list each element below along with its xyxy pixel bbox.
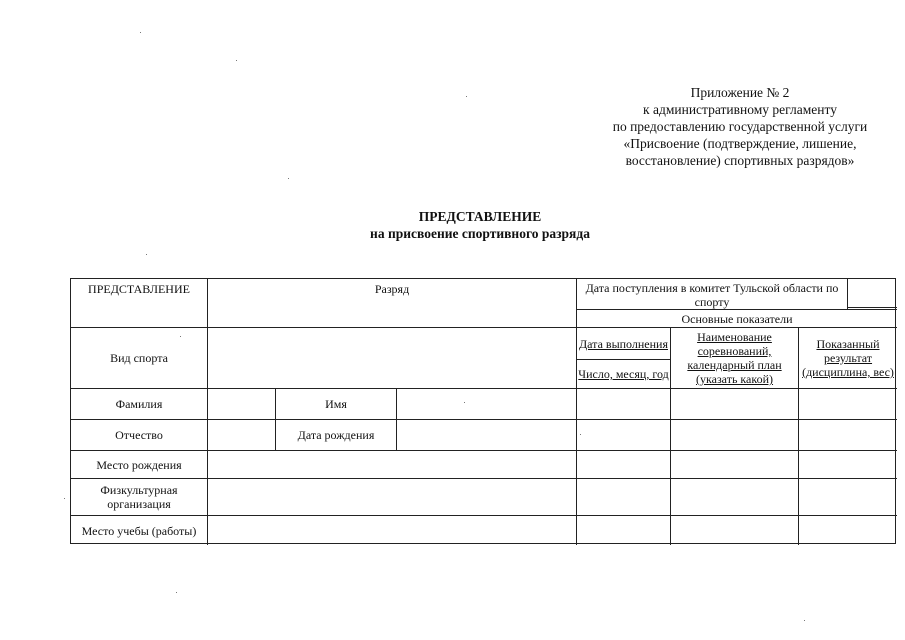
birth-place-label: Место рождения [96,457,182,472]
study-place-field[interactable] [208,516,576,545]
appendix-line: Приложение № 2 [690,85,790,100]
birth-date-field[interactable] [397,420,576,450]
result-label: Показанный результат (дисциплина, вес) [802,337,894,379]
header-label: ПРЕДСТАВЛЕНИЕ [88,282,190,296]
birth-place-label-cell [71,451,207,478]
performance-date-cell [577,328,670,359]
rank-cell[interactable] [208,279,576,312]
performance-date-format-cell [577,360,670,388]
name-field[interactable] [397,389,576,419]
sports-org-label-cell [71,479,207,515]
performance-date-label: Дата выполнения [578,336,668,351]
scan-speck [140,32,141,33]
birth-date-label: Дата рождения [297,428,375,442]
performance-date-format: Число, месяц, год [578,367,669,381]
scan-speck [580,434,581,435]
birth-date-label-cell [276,420,396,450]
name-label: Имя [325,397,347,411]
scan-speck [804,620,805,621]
surname-label: Фамилия [115,397,163,411]
document-title [0,208,905,242]
main-indicators-cell [577,310,897,327]
sports-org-label: Физкультурная организация [100,483,178,511]
appendix-line: восстановление) спортивных разрядов» [625,153,855,168]
sport-label-cell [71,328,207,388]
appendix-line: по предоставлению государственной услуги [612,119,868,134]
scan-speck [180,336,181,337]
scan-speck [464,402,465,403]
indicator-data-cell[interactable] [577,389,670,545]
study-place-label: Место учебы (работы) [81,523,197,538]
sports-org-field[interactable] [208,479,576,515]
name-label-cell [276,389,396,419]
scan-speck [176,592,177,593]
birth-place-field[interactable] [208,451,576,478]
appendix-line: к административному регламенту [643,102,837,117]
header-label-cell [71,279,207,312]
representation-form [70,278,896,544]
scan-speck [64,498,65,499]
sport-label: Вид спорта [110,351,168,365]
sport-field[interactable] [208,328,576,388]
receipt-date-field[interactable] [848,279,897,307]
rank-label: Разряд [374,282,410,296]
receipt-date-label-cell [577,279,847,311]
surname-field[interactable] [208,389,275,419]
competition-header-cell [671,328,798,388]
indicator-data-cell[interactable] [799,389,897,545]
appendix-header [590,84,890,169]
indicator-data-cell[interactable] [671,389,798,545]
scan-speck [288,178,289,179]
title-sub: на присвоение спортивного разряда [370,226,590,241]
receipt-date-label: Дата поступления в комитет Тульской области по спорту [585,281,839,309]
appendix-line: «Присвоение (подтверждение, лишение, [623,136,857,151]
surname-label-cell [71,389,207,419]
study-place-label-cell [71,516,207,545]
competition-label: Наименование соревнований, календарный план (указать какой) [687,330,782,386]
scan-speck [236,60,237,61]
result-header-cell [799,328,897,388]
patronymic-field[interactable] [208,420,275,450]
title-main: ПРЕДСТАВЛЕНИЕ [418,209,542,224]
scan-speck [466,96,467,97]
main-indicators-label: Основные показатели [681,311,793,326]
scan-speck [146,254,147,255]
patronymic-label: Отчество [115,428,163,442]
grid-line [847,307,897,308]
patronymic-label-cell [71,420,207,450]
